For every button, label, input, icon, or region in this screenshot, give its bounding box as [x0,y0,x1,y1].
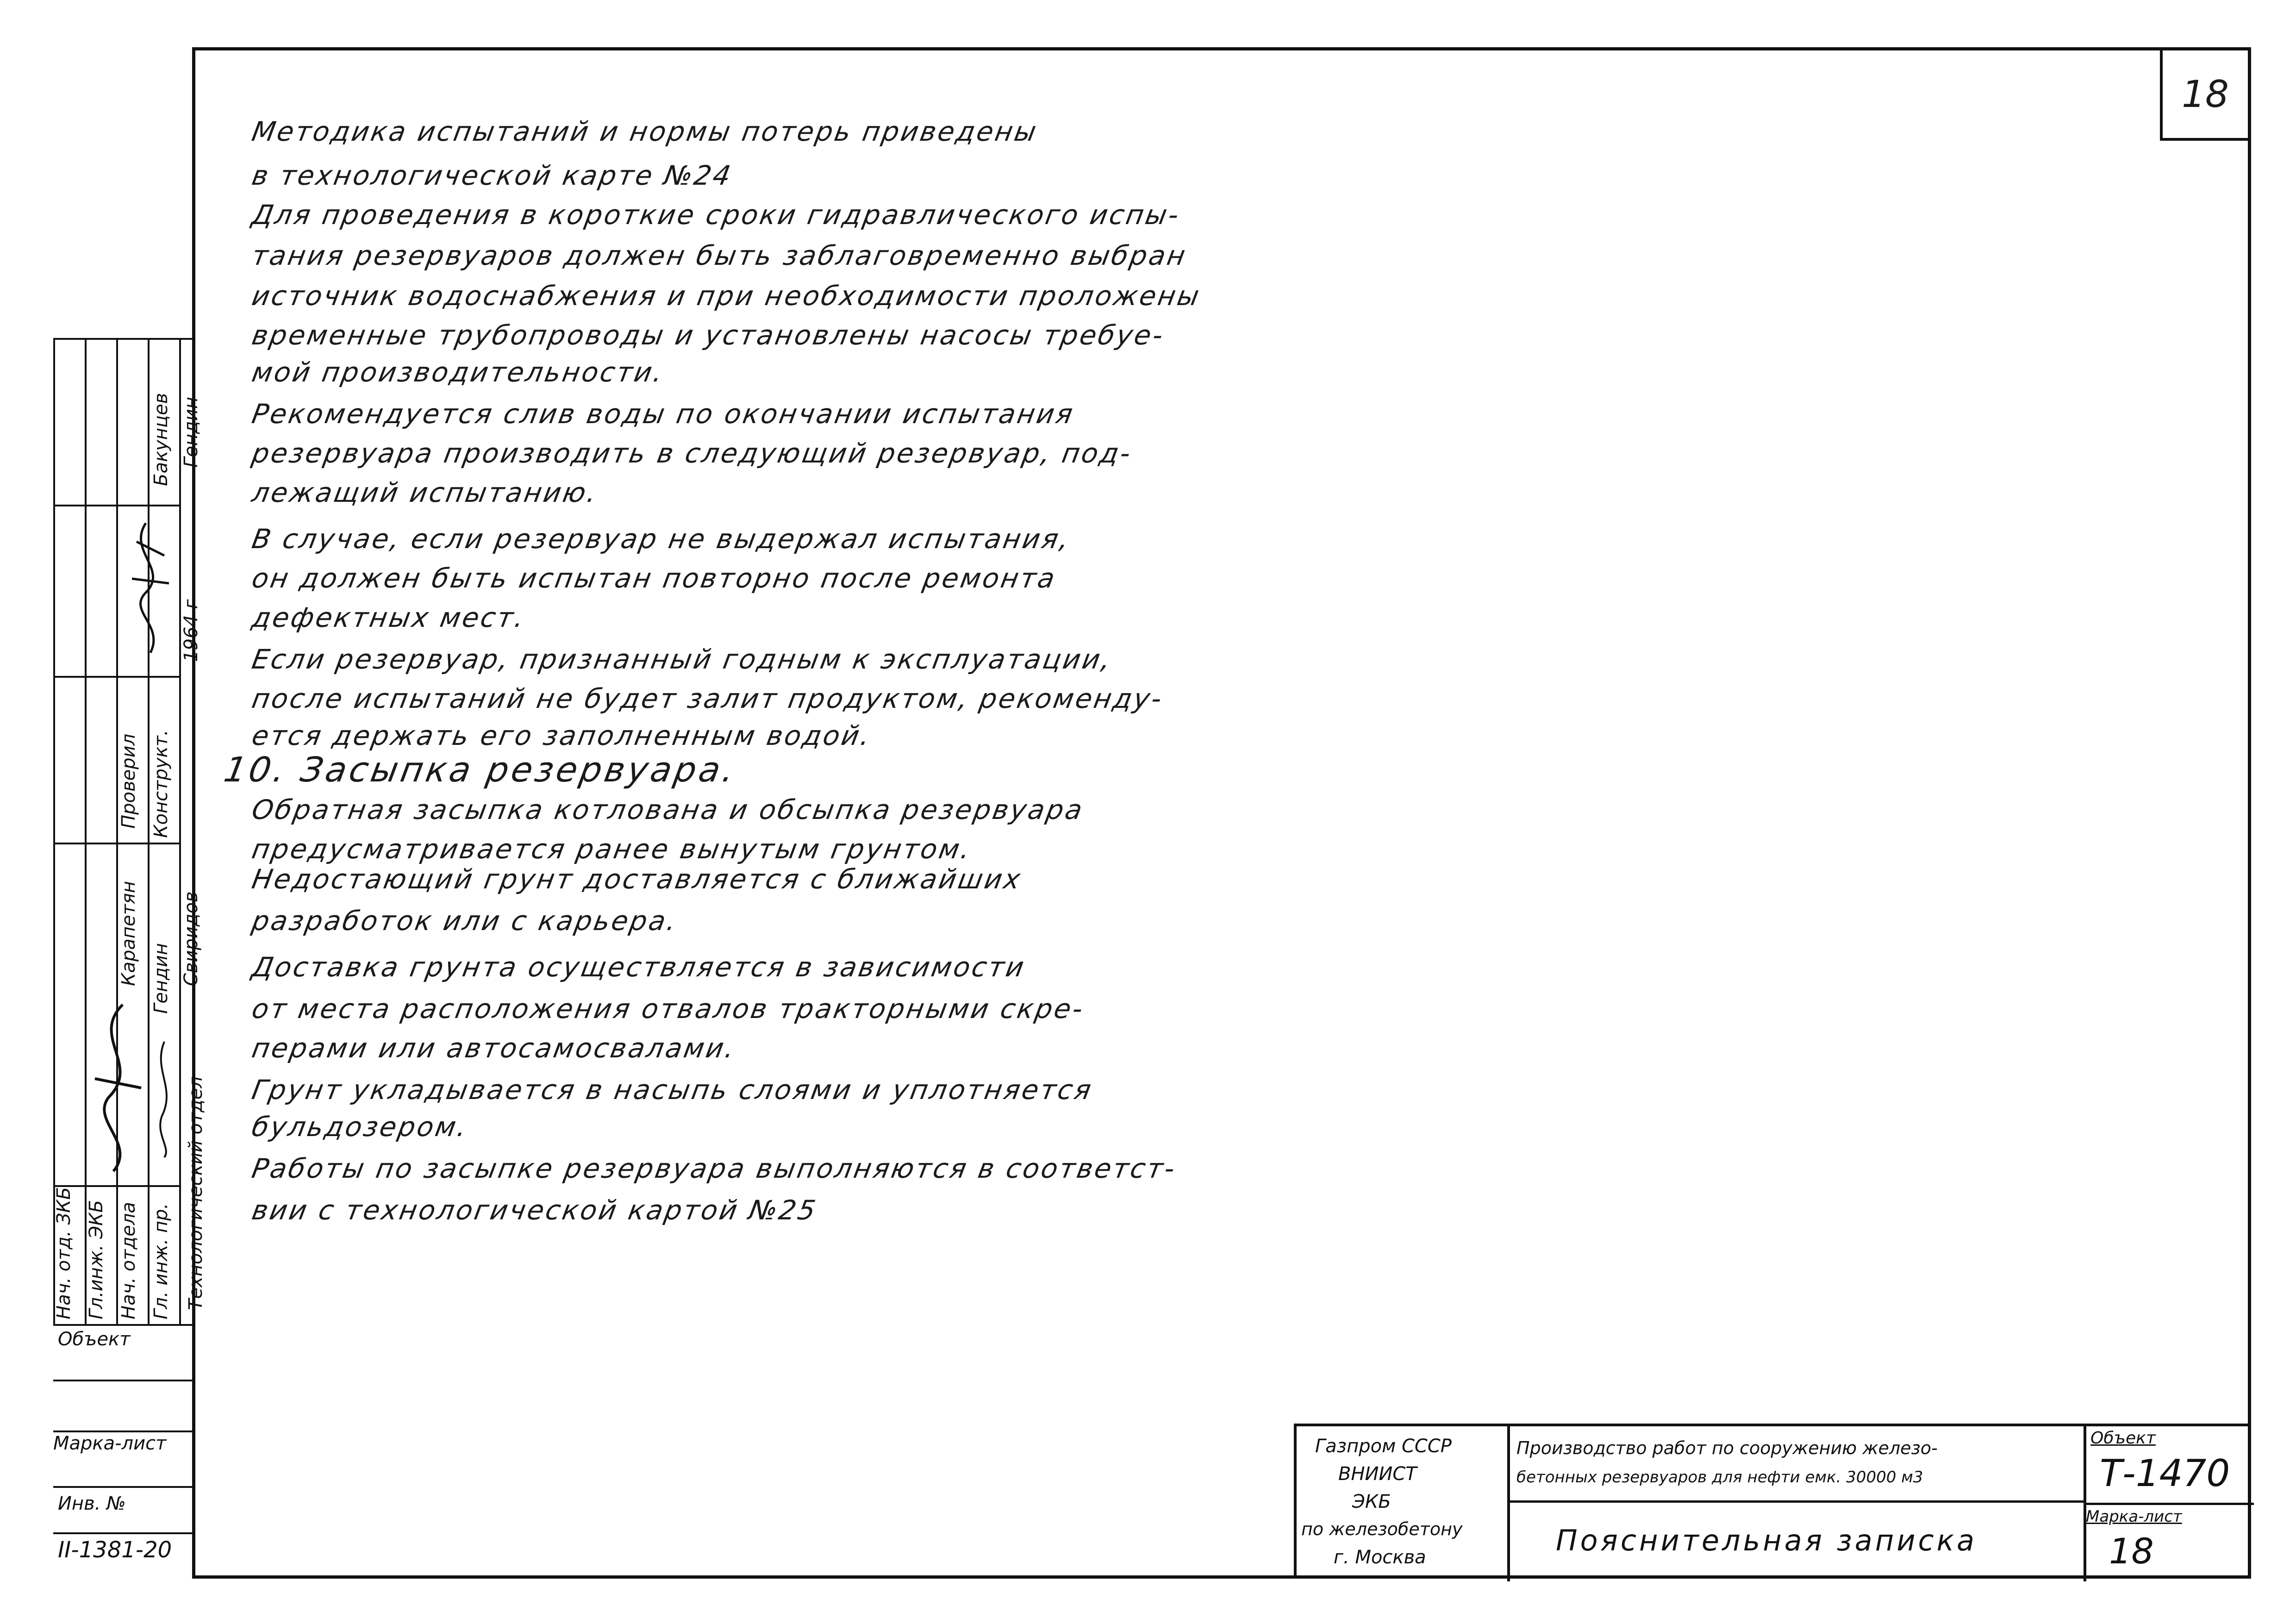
text-line: Недостающий грунт доставляется с ближайших [250,863,1025,895]
signature-image [150,1032,178,1162]
org-line: Газпром СССР [1315,1436,1452,1457]
text-line: после испытаний не будет залит продуктом, рекоменду- [250,683,1166,714]
text-line: дефектных мест. [250,602,528,633]
stamp-divider [53,843,179,844]
text-line: Работы по засыпке резервуара выполняются в соответст- [250,1153,1179,1184]
text-line: ется держать его заполненным водой. [250,720,874,751]
stamp-divider [53,505,179,506]
text-line: в технологической карте №24 [250,160,735,191]
stamp-role: Конструкт. [150,730,172,838]
text-line: предусматривается ранее вынутым грунтом. [250,833,974,865]
text-line: мой производительности. [250,356,667,388]
text-line: Для проведения в короткие сроки гидравлического испы- [250,199,1183,231]
stamp-divider [53,1324,192,1326]
stamp-name: Гендин [150,943,172,1014]
stamp-divider [53,1532,192,1534]
marka-list-label: Марка-лист [53,1433,167,1454]
sheet-number: 18 [2182,73,2229,116]
stamp-divider [53,676,179,678]
title-divider [1507,1426,1510,1581]
text-line: резервуара производить в следующий резервуар, под- [250,437,1135,469]
text-line: разработок или с карьера. [250,905,680,937]
stamp-department: Технологический отдел [185,1076,206,1310]
stamp-role: Проверил [118,733,139,829]
text-line: В случае, если резервуар не выдержал испытания, [250,523,1073,555]
text-line: от места расположения отвалов тракторными скре- [250,993,1087,1024]
section-heading: 10. Засыпка резервуара. [221,750,740,790]
stamp-divider [179,338,181,1324]
org-line: по железобетону [1301,1519,1463,1539]
text-line: Рекомендуется слив воды по окончании испытания [250,398,1077,430]
text-line: Методика испытаний и нормы потерь приведены [250,116,1041,147]
stamp-role: Нач. отд. ЗКБ [53,1187,75,1319]
text-line: Доставка грунта осуществляется в зависимости [250,951,1029,983]
org-line: ВНИИСТ [1338,1463,1417,1485]
title-divider [1507,1500,2084,1503]
text-line: временные трубопроводы и установлены насосы требуе- [250,319,1167,351]
marka-list-value: 18 [2109,1530,2154,1572]
project-title-line: Производство работ по сооружению железо- [1516,1438,1938,1458]
signature-image [118,514,178,667]
stamp-divider [53,1380,192,1381]
stamp-divider [53,338,55,1324]
stamp-divider [53,1430,192,1432]
text-line: вии с технологической картой №25 [250,1194,820,1226]
sheet-number-box [2160,50,2248,141]
approval-stamp [53,338,206,1569]
object-label: Объект [58,1329,131,1350]
stamp-name: Бакунцев [150,393,172,486]
text-line: он должен быть испытан повторно после ремонта [250,562,1059,594]
title-divider [2084,1503,2254,1505]
document-name: Пояснительная записка [1556,1524,1978,1557]
text-line: тания резервуаров должен быть заблаговременно выбран [250,240,1190,271]
stamp-year: 1964 г [181,599,202,662]
text-line: источник водоснабжения и при необходимости проложены [250,280,1204,312]
stamp-role: Гл. инж. пр. [150,1203,172,1319]
stamp-divider [53,338,192,340]
stamp-divider [53,1486,192,1488]
stamp-name: Гендин [181,397,202,468]
title-block [1294,1424,2251,1579]
stamp-name: Карапетян [118,881,139,986]
org-line: ЭКБ [1352,1491,1391,1512]
object-label: Объект [2090,1429,2156,1448]
object-value: Т-1470 [2100,1452,2230,1495]
stamp-divider [148,338,150,1324]
text-line: Если резервуар, признанный годным к эксплуатации, [250,643,1115,675]
inv-number: II-1381-20 [58,1537,172,1563]
text-line: перами или автосамосвалами. [250,1032,739,1064]
project-title-line: бетонных резервуаров для нефти емк. 30000 м3 [1516,1468,1923,1487]
text-line: бульдозером. [250,1111,471,1143]
text-line: Грунт укладывается в насыпь слоями и уплотняется [250,1074,1096,1106]
org-line: г. Москва [1334,1547,1426,1568]
text-line: лежащий испытанию. [250,477,601,508]
stamp-role: Гл.инж. ЭКБ [86,1200,107,1319]
stamp-role: Нач. отдела [118,1202,139,1319]
marka-list-label: Марка-лист [2086,1507,2182,1526]
inv-label: Инв. № [58,1493,126,1514]
signature-image [86,995,146,1181]
text-line: Обратная засыпка котлована и обсыпка резервуара [250,794,1087,825]
stamp-name: Свиридов [181,891,202,986]
